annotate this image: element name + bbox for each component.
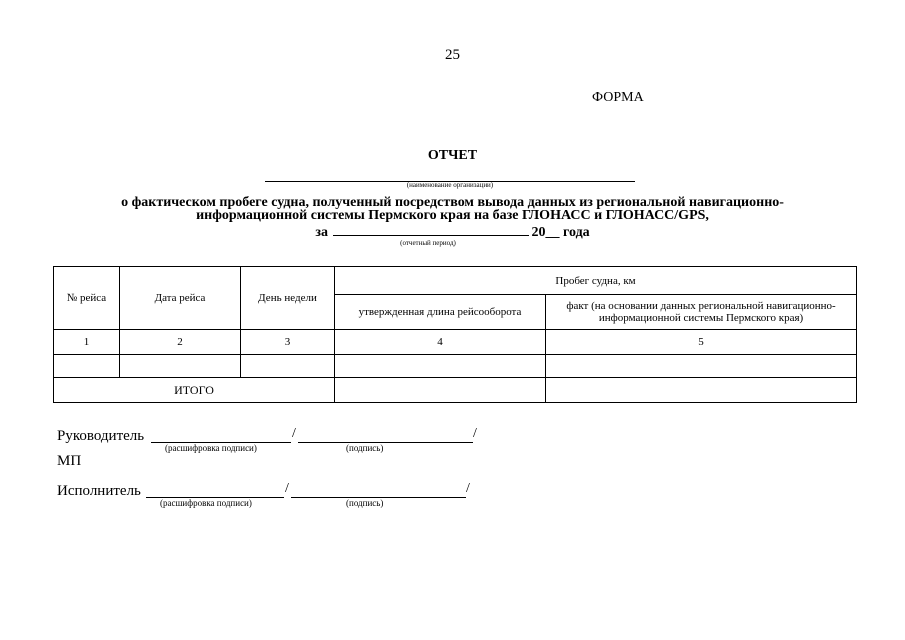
column-number-row: [54, 330, 857, 355]
report-description-line-2: информационной системы Пермского края на базе ГЛОНАСС и ГЛОНАСС/GPS,: [196, 208, 709, 223]
executor-decode-caption: (расшифровка подписи): [160, 498, 252, 508]
header-vessel-mileage: Пробег судна, км: [335, 267, 857, 295]
mileage-report-table: [53, 266, 857, 403]
report-description-line-1: о фактическом пробеге судна, полученный посредством вывода данных из региональной навигационно-: [121, 195, 784, 210]
header-trip-date: Дата рейса: [120, 267, 241, 330]
header-fact-line-1: факт (на основании данных региональной навигационно-: [566, 300, 836, 312]
reporting-period-field[interactable]: [333, 223, 529, 236]
table-cell[interactable]: [546, 355, 857, 378]
period-suffix: года: [562, 225, 590, 240]
table-cell[interactable]: [120, 355, 241, 378]
header-trip-number: № рейса: [54, 267, 120, 330]
table-header-row: [54, 267, 857, 295]
table-cell[interactable]: [54, 355, 120, 378]
table-cell[interactable]: [241, 355, 335, 378]
column-number: 1: [54, 330, 120, 355]
head-separator-end: /: [473, 426, 477, 441]
column-number: 2: [120, 330, 241, 355]
head-label: Руководитель: [57, 428, 145, 444]
column-number: 3: [241, 330, 335, 355]
column-number: 5: [546, 330, 857, 355]
executor-label: Исполнитель: [57, 483, 141, 499]
total-fact-cell[interactable]: [546, 378, 857, 403]
report-title: ОТЧЕТ: [427, 148, 478, 163]
head-signature-caption: (подпись): [346, 443, 384, 453]
organization-name-caption: (наименование организации): [406, 181, 494, 189]
stamp-label: МП: [57, 453, 82, 469]
page-number: 25: [445, 47, 460, 63]
column-number: 4: [335, 330, 546, 355]
table-cell[interactable]: [335, 355, 546, 378]
period-prefix: за: [315, 225, 328, 240]
head-decode-caption: (расшифровка подписи): [165, 443, 257, 453]
header-fact-line-2: информационной системы Пермского края): [598, 312, 804, 324]
executor-separator-end: /: [466, 481, 470, 496]
report-period-row: [0, 223, 905, 240]
head-separator: /: [292, 426, 296, 441]
head-signature-line[interactable]: [298, 442, 473, 443]
executor-signature-caption: (подпись): [346, 498, 384, 508]
header-weekday: День недели: [241, 267, 335, 330]
total-approved-cell[interactable]: [335, 378, 546, 403]
header-fact: [546, 295, 857, 330]
executor-separator: /: [285, 481, 289, 496]
reporting-period-caption: (отчетный период): [400, 239, 456, 247]
table-row: [54, 355, 857, 378]
header-approved-length: утвержденная длина рейсооборота: [335, 295, 546, 330]
period-year-prefix: 20__: [531, 225, 560, 240]
form-label: ФОРМА: [592, 90, 644, 105]
total-label: ИТОГО: [54, 378, 335, 403]
total-row: [54, 378, 857, 403]
